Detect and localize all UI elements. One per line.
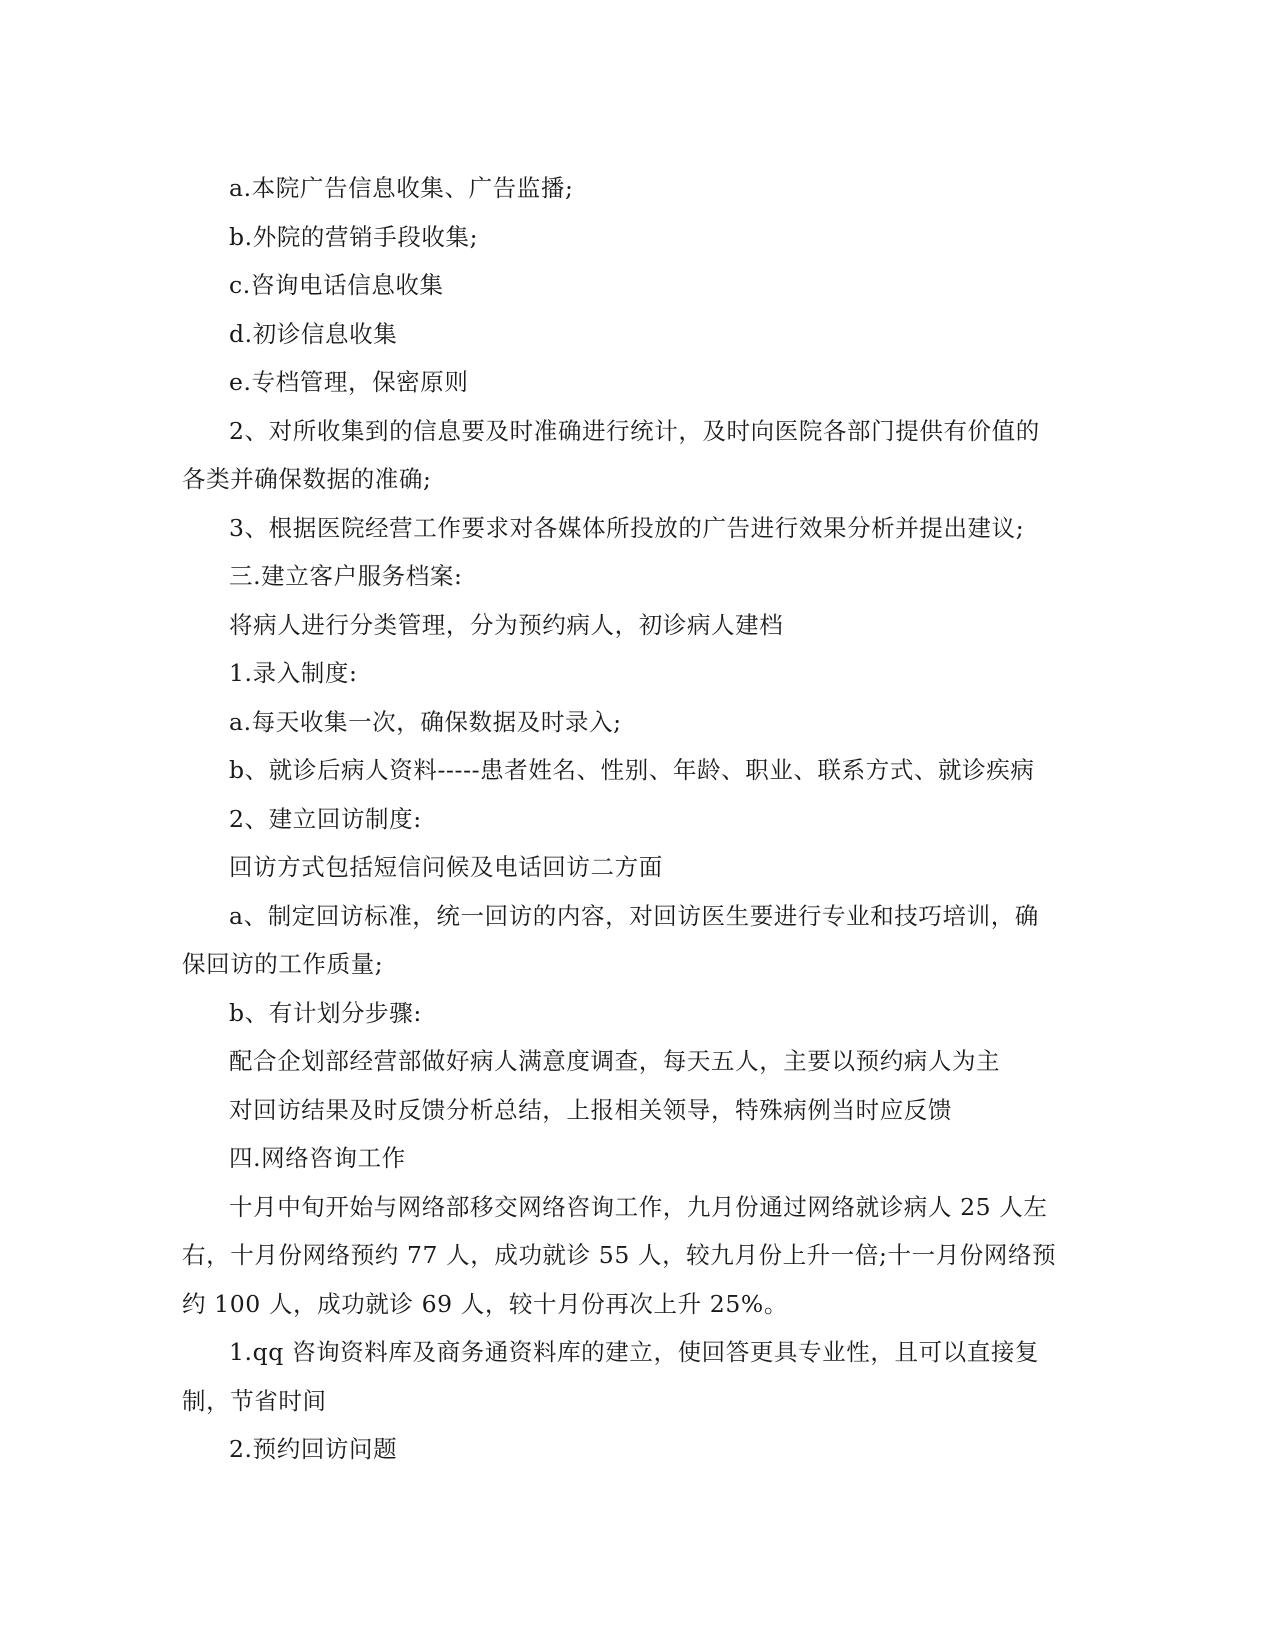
- paragraph-item-3-ad-analysis: 3、根据医院经营工作要求对各媒体所投放的广告进行效果分析并提出建议;: [229, 513, 1025, 542]
- paragraph-daily-collection: a.每天收集一次，确保数据及时录入;: [229, 707, 622, 736]
- paragraph-list-item-d: d.初诊信息收集: [229, 319, 398, 348]
- paragraph-patient-data: b、就诊后病人资料-----患者姓名、性别、年龄、职业、联系方式、就诊疾病: [229, 756, 1035, 784]
- paragraph-list-item-b: b.外院的营销手段收集;: [229, 222, 479, 251]
- paragraph-appointment-followup: 2.预约回访问题: [229, 1435, 398, 1463]
- paragraph-followup-methods: 回访方式包括短信问候及电话回访二方面: [229, 853, 663, 881]
- paragraph-classification: 将病人进行分类管理，分为预约病人，初诊病人建档: [229, 610, 784, 639]
- paragraph-followup-standard: a、制定回访标准，统一回访的内容，对回访医生要进行专业和技巧培训，确保回访的工作质量;: [182, 901, 1039, 978]
- paragraph-entry-system: 1.录入制度:: [229, 659, 358, 687]
- paragraph-list-item-e: e.专档管理，保密原则: [229, 368, 469, 396]
- section-heading-4: 四.网络咨询工作: [229, 1144, 406, 1172]
- paragraph-list-item-c: c.咨询电话信息收集: [229, 271, 444, 299]
- paragraph-feedback-analysis: 对回访结果及时反馈分析总结，上报相关领导，特殊病例当时应反馈: [229, 1095, 952, 1124]
- paragraph-planned-steps: b、有计划分步骤:: [229, 998, 422, 1027]
- section-heading-3: 三.建立客户服务档案:: [229, 562, 463, 590]
- paragraph-item-2-statistics: 2、对所收集到的信息要及时准确进行统计，及时向医院各部门提供有价值的各类并确保数据的准确;: [182, 416, 1040, 493]
- paragraph-list-item-a: a.本院广告信息收集、广告监播;: [229, 174, 574, 202]
- paragraph-satisfaction-survey: 配合企划部经营部做好病人满意度调查，每天五人，主要以预约病人为主: [229, 1047, 1001, 1075]
- paragraph-qq-database: 1.qq 咨询资料库及商务通资料库的建立，使回答更具专业性，且可以直接复制，节省时间: [182, 1338, 1040, 1415]
- paragraph-online-consulting: 十月中旬开始与网络部移交网络咨询工作，九月份通过网络就诊病人 25 人左右，十月份网络预约 77 人，成功就诊 55 人，较九月份上升一倍;十一月份网络预约 100 人，成功就诊 69 人，较十月份再次上升 25%。: [182, 1192, 1057, 1318]
- paragraph-followup-system: 2、建立回访制度:: [229, 804, 422, 833]
- document-body: [182, 164, 1062, 1474]
